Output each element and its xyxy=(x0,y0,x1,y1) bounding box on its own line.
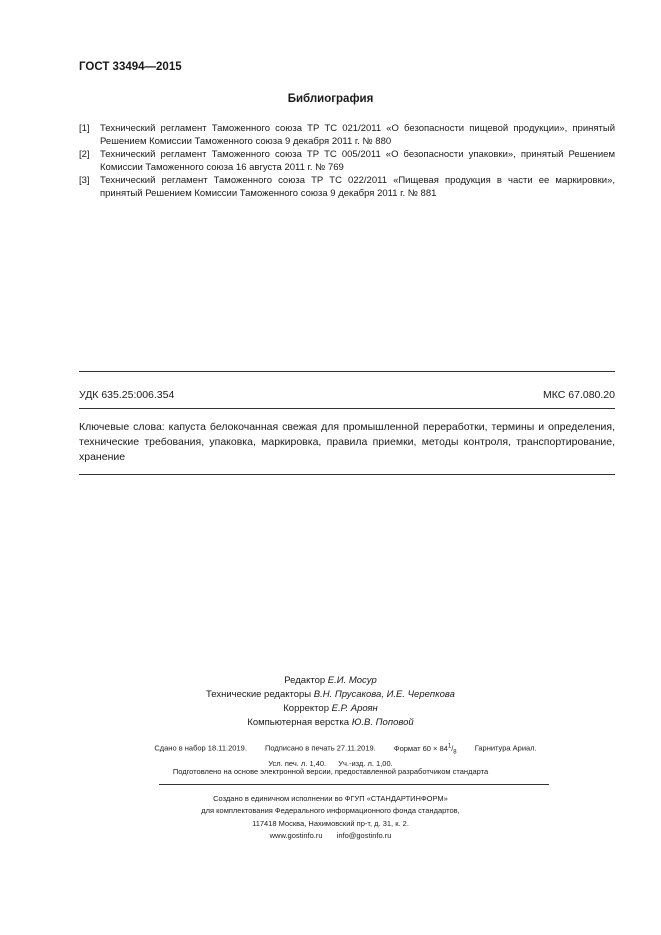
website-link[interactable]: www.gostinfo.ru xyxy=(269,831,323,840)
format-value: Формат $60 \times 84^1/_8$ xyxy=(393,743,457,755)
contacts-line xyxy=(0,830,661,842)
divider-publisher xyxy=(159,784,549,785)
corrector-line: Корректор Е.Р. Ароян xyxy=(283,703,378,714)
bibliography-item xyxy=(79,122,615,148)
bibliography-item-number: [1] xyxy=(79,123,90,134)
bibliography-item-number: [3] xyxy=(79,175,90,186)
print-sheets-line: Усл. печ. л. 1,40. Уч.-изд. л. 1,00. xyxy=(268,759,393,768)
print-details xyxy=(0,740,661,770)
divider-udk xyxy=(79,408,615,409)
editor-line: Редактор Е.И. Мосур xyxy=(284,675,377,686)
corrector-name: Е.Р. Ароян xyxy=(331,703,378,714)
bibliography-item xyxy=(79,148,615,174)
publisher-block xyxy=(0,793,661,817)
created-line-1: Создано в единичном исполнении во ФГУП «СТАНДАРТИНФОРМ» xyxy=(213,794,448,803)
contacts-block xyxy=(0,818,661,842)
bibliography-list xyxy=(79,122,615,200)
print-dates-line: Сдано в набор 18.11.2019. Подписано в печать 27.11.2019. Формат $60 \times 84^1/_8$ Гарнитура Ариал. xyxy=(154,743,537,755)
tech-editors-names: В.Н. Прусакова, И.Е. Черепкова xyxy=(313,689,455,700)
bibliography-item-text: Технический регламент Таможенного союза ТР ТС 005/2011 «О безопасности упаковки», принятый Решением Комиссии Таможенного союза 16 августа 2011 г. № 769 xyxy=(100,149,615,173)
tech-editors-line: Технические редакторы В.Н. Прусакова, И.Е. Черепкова xyxy=(206,689,455,700)
created-line-2: для комплектования Федерального информационного фонда стандартов, xyxy=(201,806,460,815)
bibliography-item-text: Технический регламент Таможенного союза ТР ТС 022/2011 «Пищевая продукция в части ее маркировки», принятый Решением Комиссии Таможенного союза 9 декабря 2011 г. № 881 xyxy=(100,175,615,199)
bibliography-title: Библиография xyxy=(287,93,374,105)
mks-code: МКС 67.080.20 xyxy=(543,389,615,401)
editors-block xyxy=(0,674,661,730)
layout-name: Ю.В. Поповой xyxy=(351,717,414,728)
bibliography-item xyxy=(79,174,615,200)
bibliography-item-text: Технический регламент Таможенного союза ТР ТС 021/2011 «О безопасности пищевой продукции», принятый Решением Комиссии Таможенного союза 9 декабря 2011 г. № 880 xyxy=(100,123,615,147)
divider-top xyxy=(79,371,615,372)
editor-name: Е.И. Мосур xyxy=(327,675,377,686)
standard-code: ГОСТ 33494—2015 xyxy=(79,61,182,73)
layout-line: Компьютерная верстка Ю.В. Поповой xyxy=(247,717,414,728)
udk-code: УДК 635.25:006.354 xyxy=(79,389,175,401)
bibliography-item-number: [2] xyxy=(79,149,90,160)
prepared-note: Подготовлено на основе электронной версии, предоставленной разработчиком стандарта xyxy=(172,767,489,776)
address: 117418 Москва, Нахимовский пр-т, д. 31, к. 2. xyxy=(252,819,409,828)
email-link[interactable]: info@gostinfo.ru xyxy=(336,831,392,840)
divider-keywords xyxy=(79,474,615,475)
keywords-text: Ключевые слова: капуста белокочанная свежая для промышленной переработки, термины и определения, технические требования, упаковка, маркировка, правила приемки, методы контроля, транспортирование, хранение xyxy=(79,421,615,463)
